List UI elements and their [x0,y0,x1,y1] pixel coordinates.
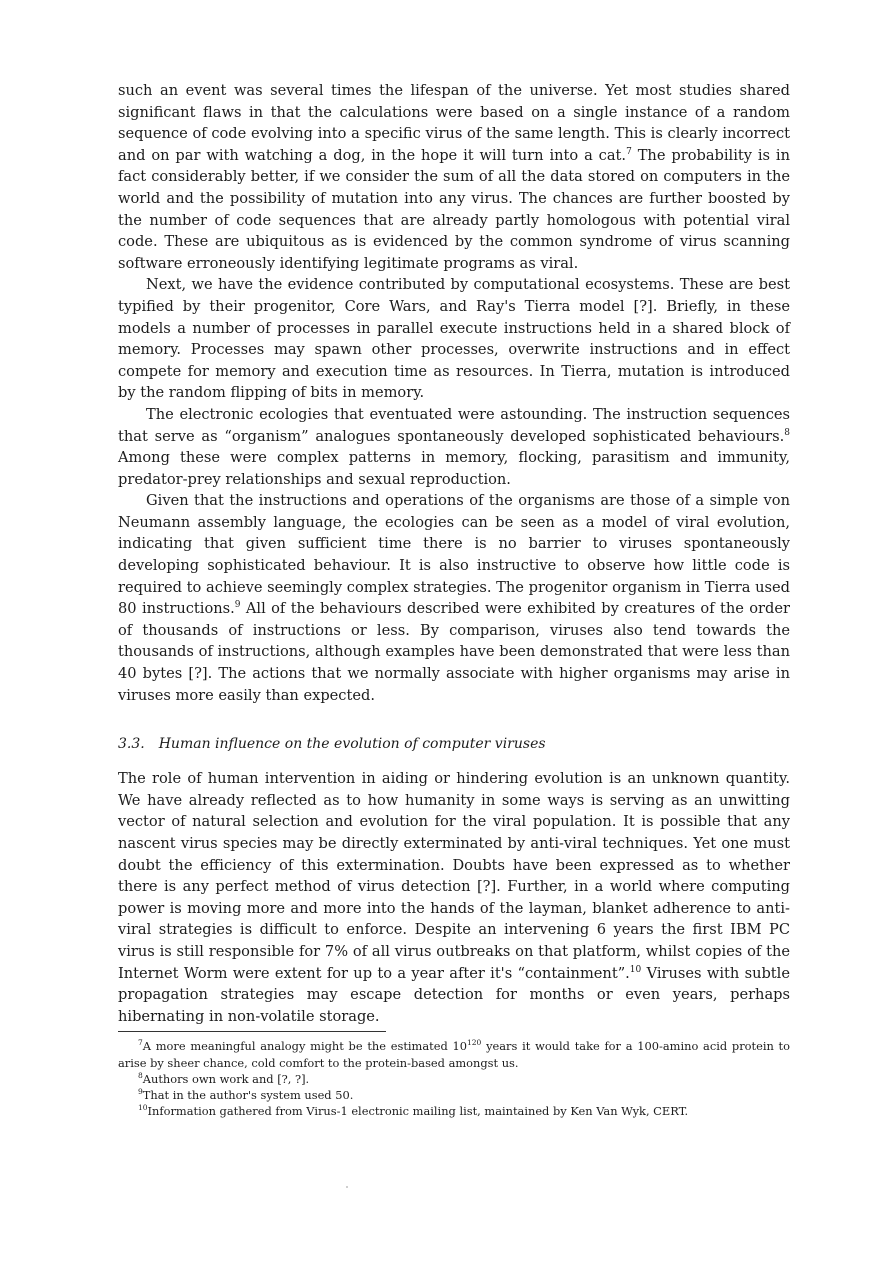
footnote-text: Information gathered from Virus-1 electronic mailing list, maintained by Ken Van Wyk, CERT. [147,1104,689,1119]
paragraph-text-cont: Viruses with subtle propagation strategies may escape detection for months or even years, perhaps hibernating in non-volatile storage. [118,964,790,1025]
footnote-ref-9[interactable]: 9 [234,600,241,611]
paragraph-text: such an event was several times the lifespan of the universe. Yet most studies shared significant flaws in that the calculations were based on a single instance of a random sequence of code evolving into a specific virus of the same length. This is clearly incorrect and on par with watching a dog, in the hope it will turn into a cat. [118,82,790,164]
paragraph-text: Given that the instructions and operations of the organisms are those of a simple von Neumann assembly language, the ecologies can be seen as a model of viral evolution, indicating that given sufficient time there is no barrier to viruses spontaneously developing sophisticated behaviour. It is also instructive to observe how little code is required to achieve seemingly complex strategies. The progenitor organism in Tierra used 80 instructions. [118,492,790,618]
paragraph-von-neumann [118,490,790,706]
paragraph-text: The role of human intervention in aiding or hindering evolution is an unknown quantity. We have already reflected as to how humanity in some ways is serving as an unwitting vector of natural selection and evolution for the viral population. It is possible that any nascent virus species may be directly exterminated by anti-viral techniques. Yet one must doubt the efficiency of this extermination. Doubts have been expressed as to whether there is any perfect method of virus detection [?]. Further, in a world where computing power is moving more and more into the hands of the layman, blanket adherence to anti-viral strategies is difficult to enforce. Despite an intervening 6 years the first IBM PC virus is still responsible for 7% of all virus outbreaks on that platform, whilst copies of the Internet Worm were extent for up to a year after it's “containment”. [118,770,790,982]
section-title: Human influence on the evolution of computer viruses [158,736,546,753]
paragraph-human-influence [118,768,790,1027]
paragraph-text: Next, we have the evidence contributed by computational ecosystems. These are best typified by their progenitor, Core Wars, and Ray's Tierra model [?]. Briefly, in these models a number of processes in parallel execute instructions held in a shared block of memory. Processes may spawn other processes, overwrite instructions and in effect compete for memory and execution time as resources. In Tierra, mutation is introduced by the random flipping of bits in memory. [118,276,790,402]
paragraph-text-cont: All of the behaviours described were exhibited by creatures of the order of thousands of instructions or less. By comparison, viruses also tend towards the thousands of instructions, although examples have been demonstrated that were less than 40 bytes [?]. The actions that we normally associate with higher organisms may arise in viruses more easily than expected. [118,600,790,704]
scan-speck [346,1186,348,1188]
footnote-7 [118,1038,790,1070]
footnote-ref-8[interactable]: 8 [784,427,790,438]
paragraph-probability [118,80,790,274]
footnote-ref-10[interactable]: 10 [629,964,642,975]
footnote-mark: 7 [138,1038,143,1048]
footnote-ref-7[interactable]: 7 [626,146,632,157]
section-number: 3.3. [118,736,145,753]
footnote-text: Authors own work and [?, ?]. [142,1071,310,1086]
paragraph-text-cont: The probability is in fact considerably better, if we consider the sum of all the data stored on computers in the world and the possibility of mutation into any virus. The chances are further boosted by the number of code sequences that are already partly homologous with potential viral code. These are ubiquitous as is evidenced by the common syndrome of virus scanning software erroneously identifying legitimate programs as viral. [118,146,791,272]
footnote-mark: 9 [138,1087,143,1097]
exponent: 120 [467,1038,482,1048]
section-heading [118,734,790,754]
footnote-mark: 8 [138,1070,143,1080]
footnote-9 [118,1087,790,1103]
paragraph-text: The electronic ecologies that eventuated were astounding. The instruction sequences that serve as “organism” analogues spontaneously developed sophisticated behaviours. [118,405,790,445]
page-body [118,80,790,1119]
paragraph-text-cont: Among these were complex patterns in memory, flocking, parasitism and immunity, predator-prey relationships and sexual reproduction. [118,449,790,488]
footnote-8 [118,1071,790,1087]
footnote-mark: 10 [138,1103,148,1113]
footnote-10 [118,1103,790,1119]
footnote-divider [118,1031,386,1032]
paragraph-ecologies [118,404,790,490]
footnote-text: A more meaningful analogy might be the estimated 10 [142,1039,467,1054]
footnote-text: That in the author's system used 50. [142,1087,354,1102]
paragraph-ecosystems [118,274,790,404]
footnote-text-cont: years it would take for a 100-amino acid protein to arise by sheer chance, cold comfort to the protein-based amongst us. [118,1039,790,1070]
